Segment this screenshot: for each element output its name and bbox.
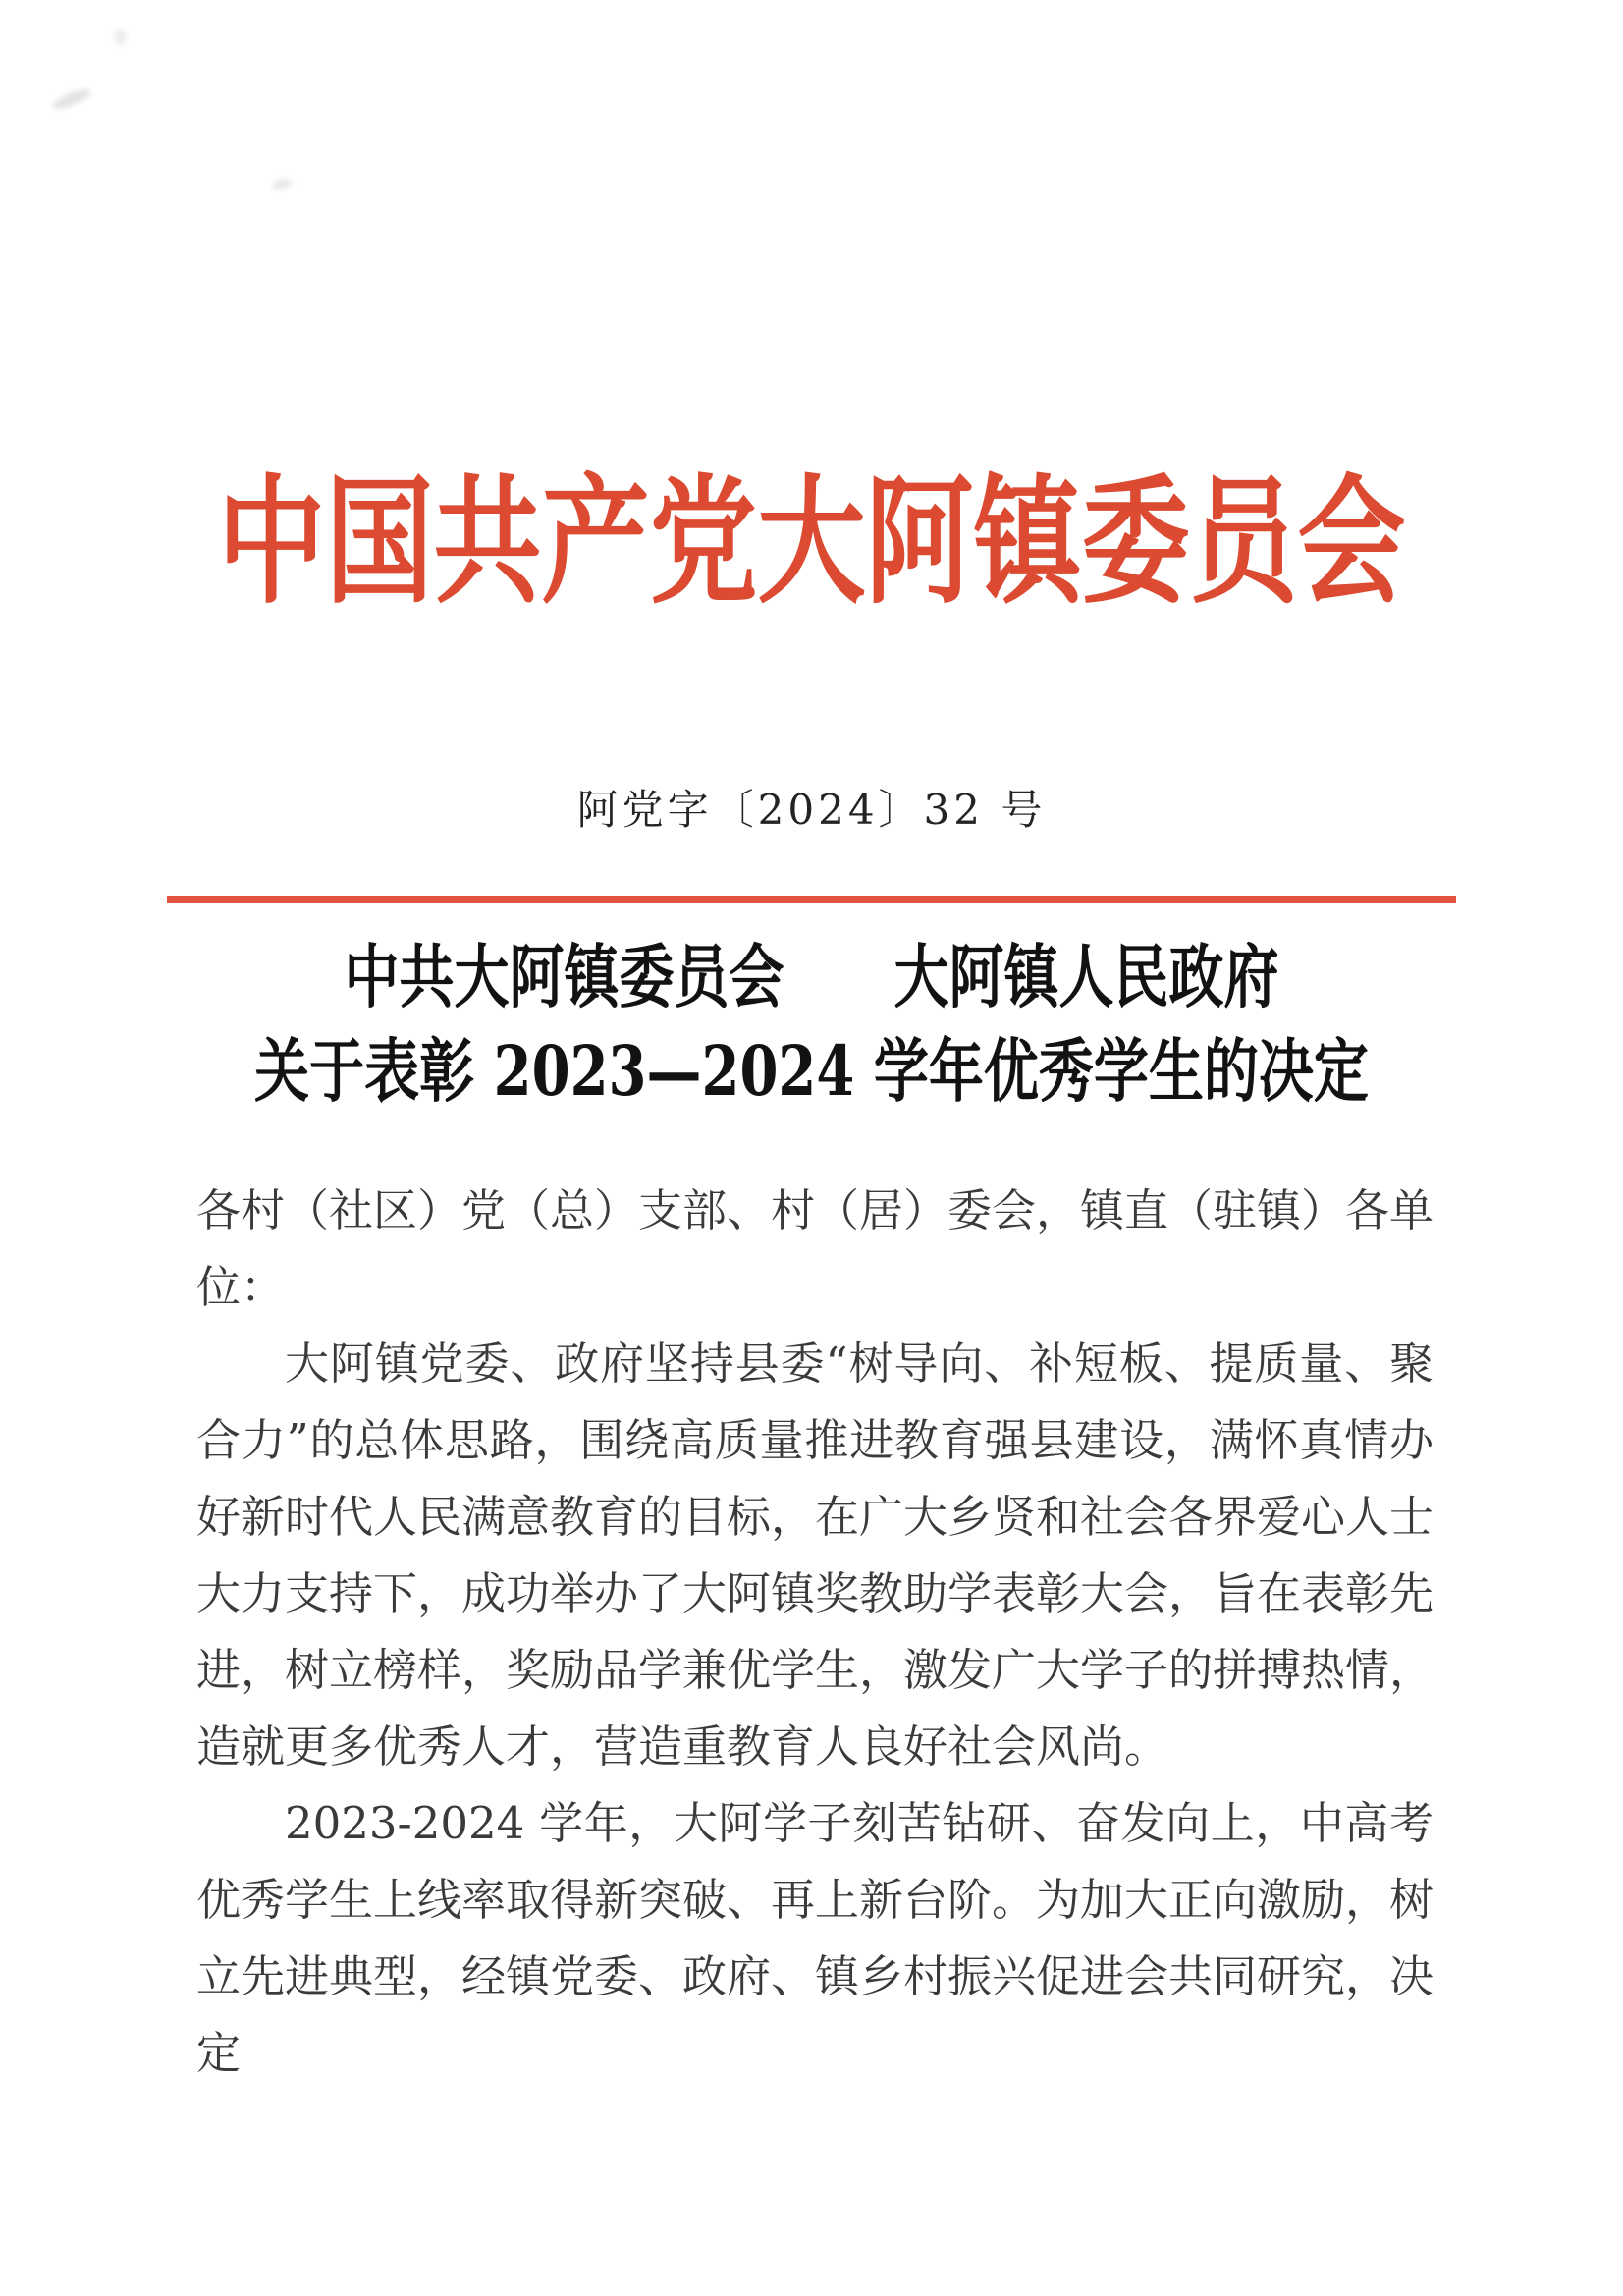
- document-title-line-2: 关于表彰 2023—2024 学年优秀学生的决定: [254, 1030, 1369, 1113]
- document-title: [0, 930, 1623, 1119]
- scan-smudge: [114, 29, 127, 45]
- document-body: [196, 1173, 1434, 2092]
- letterhead-title: 中国共产党大阿镇委员会: [217, 460, 1406, 623]
- body-paragraph: 2023-2024 学年，大阿学子刻苦钻研、奋发向上，中高考优秀学生上线率取得新突破、再上新台阶。为加大正向激励，树立先进典型，经镇党委、政府、镇乡村振兴促进会共同研究，决定: [196, 1797, 1434, 2079]
- salutation-line: 各村（社区）党（总）支部、村（居）委会，镇直（驻镇）各单位：: [196, 1184, 1434, 1313]
- document-title-line-1: 中共大阿镇委员会 大阿镇人民政府: [344, 936, 1279, 1018]
- document-number: 阿党字〔2024〕32 号: [576, 786, 1047, 834]
- scan-smudge: [50, 86, 92, 113]
- scan-smudge: [271, 178, 293, 191]
- red-divider-rule: [167, 896, 1456, 903]
- body-paragraph: 大阿镇党委、政府坚持县委“树导向、补短板、提质量、聚合力”的总体思路，围绕高质量推进教育强县建设，满怀真情办好新时代人民满意教育的目标，在广大乡贤和社会各界爱心人士大力支持下，成功举办了大阿镇奖教助学表彰大会，旨在表彰先进，树立榜样，奖励品学兼优学生，激发广大学子的拼搏热情，造就更多优秀人才，营造重教育人良好社会风尚。: [196, 1338, 1434, 1773]
